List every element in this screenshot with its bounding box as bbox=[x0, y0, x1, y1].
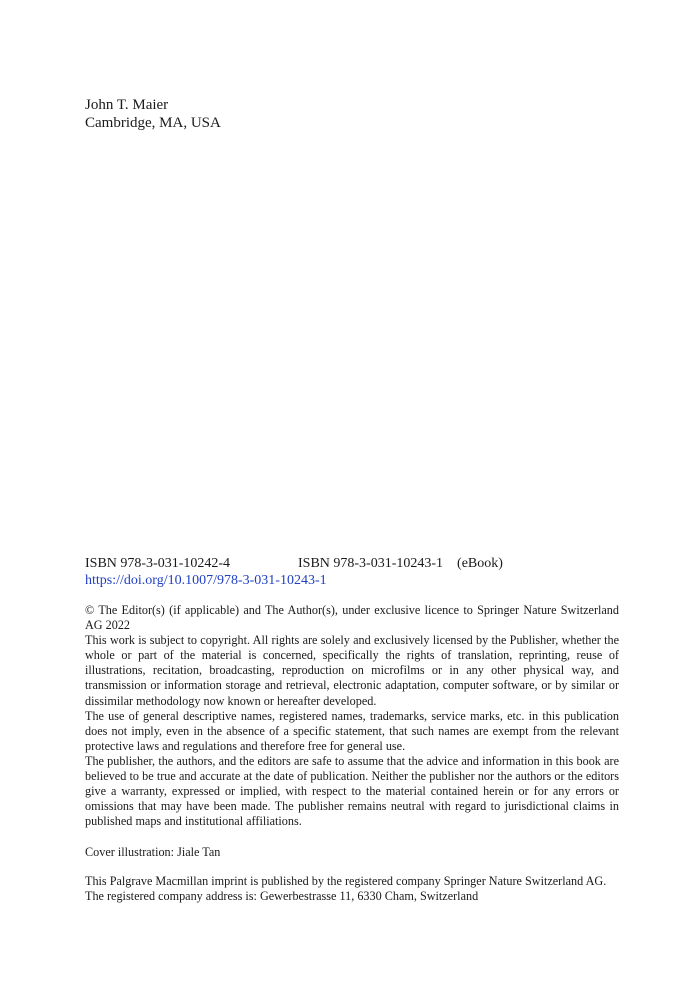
trademark-statement: The use of general descriptive names, registered names, trademarks, service marks, etc. in this publication does not imply, even in the absence of a specific statement, that such names are exempt from the relevant protective laws and regulations and therefore free for general use. bbox=[85, 708, 619, 753]
imprint-line-2: The registered company address is: Gewerbestrasse 11, 6330 Cham, Switzerland bbox=[85, 889, 479, 904]
imprint-info bbox=[85, 874, 625, 904]
doi-link[interactable]: https://doi.org/10.1007/978-3-031-10243-1 bbox=[85, 573, 327, 588]
isbn-ebook: ISBN 978-3-031-10243-1 bbox=[298, 556, 444, 571]
isbn-ebook-tag: (eBook) bbox=[457, 556, 503, 571]
disclaimer-statement: The publisher, the authors, and the editors are safe to assume that the advice and information in this book are believed to be true and accurate at the date of publication. Neither the publisher nor the authors or the editors give a warranty, expressed or implied, with respect to the material contained herein or for any errors or omissions that may have been made. The publisher remains neutral with regard to jurisdictional claims in published maps and institutional affiliations. bbox=[85, 753, 619, 829]
editor-name: John T. Maier bbox=[85, 97, 169, 113]
editor-location: Cambridge, MA, USA bbox=[85, 115, 221, 131]
editor-info bbox=[85, 96, 221, 132]
isbn-row bbox=[85, 555, 620, 572]
copyright-statement: © The Editor(s) (if applicable) and The Author(s), under exclusive licence to Springer Nature Switzerland AG 2022 bbox=[85, 603, 619, 633]
rights-statement: This work is subject to copyright. All rights are solely and exclusively licensed by the Publisher, whether the whole or part of the material is concerned, specifically the rights of translation, reprinting, reuse of illustrations, recitation, broadcasting, reproduction on microfilms or in any other physical way, and transmission or information storage and retrieval, electronic adaptation, computer software, or by similar or dissimilar methodology now known or hereafter developed. bbox=[85, 633, 619, 708]
cover-illustration-credit: Cover illustration: Jiale Tan bbox=[85, 845, 221, 859]
legal-notice bbox=[85, 603, 619, 829]
isbn-info bbox=[85, 555, 620, 589]
imprint-line-1: This Palgrave Macmillan imprint is published by the registered company Springer Nature Switzerland AG. bbox=[85, 874, 607, 888]
isbn-print: ISBN 978-3-031-10242-4 bbox=[85, 556, 231, 571]
